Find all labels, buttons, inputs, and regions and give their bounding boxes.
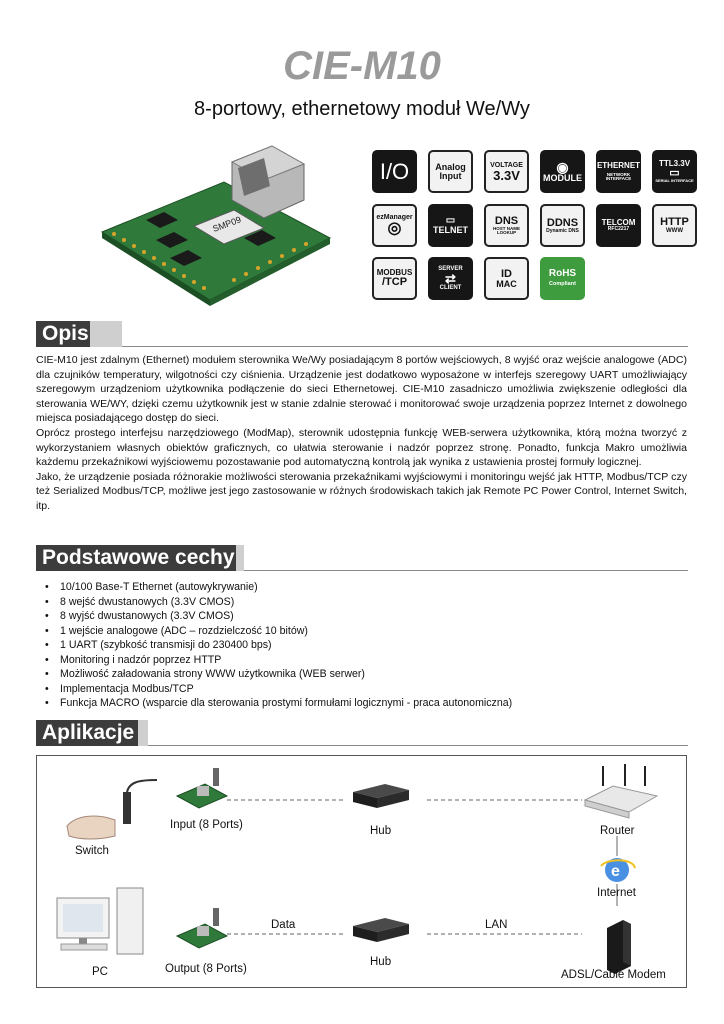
list-item: • 8 wyjść dwustanowych (3.3V CMOS) [36, 609, 686, 624]
list-item: • 1 wejście analogowe (ADC – rozdzielczość 10 bitów) [36, 624, 686, 639]
io-icon: I/O [372, 150, 417, 193]
voltage-icon: VOLTAGE 3.3V [484, 150, 529, 193]
features-list [36, 580, 686, 711]
ezmanager-icon: ezManager ◎ [372, 204, 417, 247]
telcom-icon: TELCOM RFC2217 [596, 204, 641, 247]
product-board-image [94, 140, 334, 310]
internet-icon [601, 858, 635, 882]
modem-icon [607, 920, 631, 974]
section-divider [36, 346, 688, 347]
dns-icon: DNS HOST NAME LOOKUP [484, 204, 529, 247]
page-subtitle: 8-portowy, ethernetowy moduł We/Wy [194, 98, 530, 120]
analog-input-icon: Analog Input [428, 150, 473, 193]
feature-icons-grid [372, 150, 692, 300]
switch-label: Switch [75, 845, 109, 857]
hub-bottom-label: Hub [370, 956, 392, 968]
output-board-icon [177, 908, 227, 948]
input-label: Input (8 Ports) [170, 819, 243, 831]
product-label: SMP09 [211, 214, 243, 234]
description-text [36, 353, 687, 514]
input-board-icon [177, 768, 227, 808]
data-label: Data [271, 919, 296, 931]
hub-top-label: Hub [370, 825, 392, 837]
list-item: • 8 wejść dwustanowych (3.3V CMOS) [36, 595, 686, 610]
server-client-icon: SERVER ⇄ CLIENT [428, 257, 473, 300]
description-paragraph: Jako, że urządzenie posiada różnorakie możliwości sterowania przekaźnikami wyjściowymi i monitoringu wejść jak HTTP, Modbus/TCP czy też Serialized Modbus/TCP, możliwe jest jego zastosowanie w różnych środowiskach takich jak Remote PC Power Control, Internet Switch, itp. [36, 470, 687, 512]
rohs-icon: RoHS Compliant [540, 257, 585, 300]
http-icon: HTTP WWW [652, 204, 697, 247]
hub-bottom-icon [353, 918, 409, 942]
list-item: • 10/100 Base-T Ethernet (autowykrywanie) [36, 580, 686, 595]
pc-icon [57, 888, 143, 954]
module-icon: ◉ MODULE [540, 150, 585, 193]
section-heading-aplikacje: Aplikacje [36, 720, 138, 746]
ttl-icon: TTL3.3V ▭ SERIAL INTERFACE [652, 150, 697, 193]
section-heading-cechy: Podstawowe cechy [36, 545, 236, 571]
hub-top-icon [353, 784, 409, 808]
ethernet-icon: ETHERNET NETWORK INTERFACE [596, 150, 641, 193]
switch-hand-icon [67, 780, 157, 839]
section-heading-opis: Opis [36, 321, 90, 347]
list-item: • Implementacja Modbus/TCP [36, 682, 686, 697]
description-paragraph: Oprócz prostego interfejsu narzędziowego (ModMap), sterownik udostępnia funkcję WEB-serwera użytkownika, którą można tworzyć z wykorzystaniem własnych obiektów graficznych, co ułatwia sterowanie i nadzór poprzez stronę. Ponadto, funkcja Makro umożliwia każdemu przekaźnikowi wyjściowemu pozostawanie pod automatyczną kontrolą jak wynika z ustawienia prostej formuły logicznej. [36, 426, 687, 469]
description-paragraph: CIE-M10 jest zdalnym (Ethernet) modułem sterownika We/Wy posiadającym 8 portów wejściowych, 8 wyjść oraz wejście analogowe (ADC) dla czujników temperatury, wilgotności czy ciśnienia. Urządzenie jest dodatkowo wyposażone w interfejs szeregowy UART umożliwiający szeregowym urządzeniom użytkownika podłączenie do sieci Ethernetowej. CIE-M10 zasadniczo umożliwia zwiększenie odległości dla sterowania WE/WY, dzięki czemu użytkownik jest w stanie zdalnie sterować i monitorować swoje urządzenia poprzez Internet z dowolnego miejsca posiadającego dostęp do sieci. [36, 354, 687, 425]
modem-label: ADSL/Cable Modem [561, 969, 666, 981]
svg-text:e: e [611, 863, 620, 880]
router-label: Router [600, 825, 635, 837]
output-label: Output (8 Ports) [165, 963, 247, 975]
list-item: • Monitoring i nadzór poprzez HTTP [36, 653, 686, 668]
application-diagram [36, 755, 687, 988]
list-item: • Funkcja MACRO (wsparcie dla sterowania prostymi formułami logicznymi - praca autonomiczna) [36, 696, 686, 711]
ddns-icon: DDNS Dynamic DNS [540, 204, 585, 247]
list-item: • 1 UART (szybkość transmisji do 230400 bps) [36, 638, 686, 653]
page-title: CIE-M10 [283, 44, 441, 88]
diagram-canvas [37, 756, 686, 987]
internet-label: Internet [597, 887, 636, 899]
id-mac-icon: ID MAC [484, 257, 529, 300]
pc-label: PC [92, 966, 108, 978]
modbus-icon: MODBUS /TCP [372, 257, 417, 300]
router-icon [585, 764, 657, 818]
list-item: • Możliwość załadowania strony WWW użytkownika (WEB serwer) [36, 667, 686, 682]
lan-label: LAN [485, 919, 508, 931]
telnet-icon: ▭ TELNET [428, 204, 473, 247]
